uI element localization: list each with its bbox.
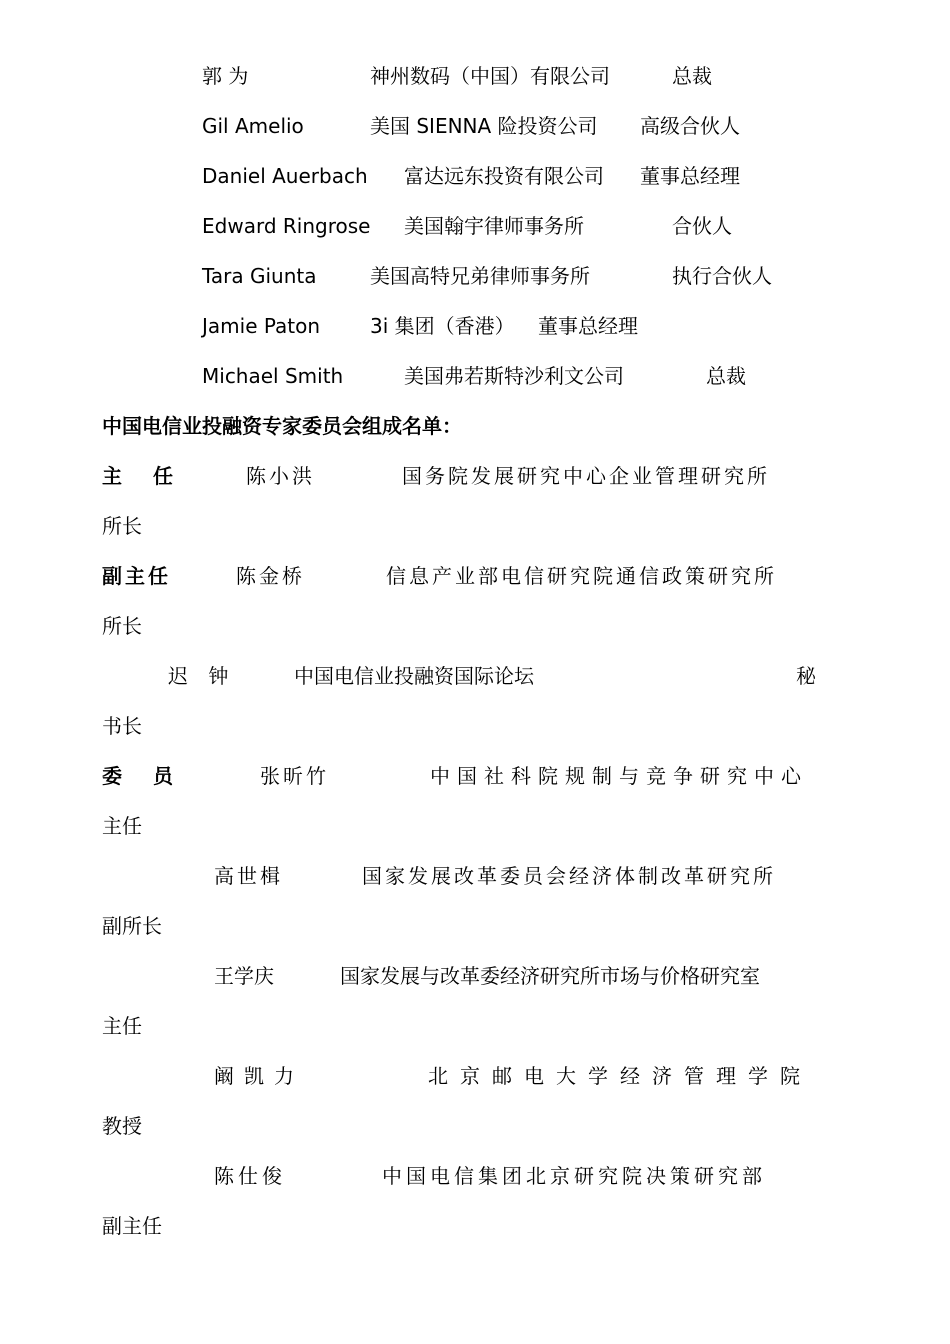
member-org: 北京邮电大学经济管理学院 — [428, 1064, 812, 1088]
advisor-name: Edward Ringrose — [202, 214, 371, 238]
advisor-title: 董事总经理 — [640, 164, 740, 188]
member-org: 国家发展与改革委经济研究所市场与价格研究室 — [340, 964, 760, 988]
role-label: 委 员 — [102, 764, 185, 788]
member-name: 王学庆 — [214, 964, 274, 988]
advisor-org: 神州数码（中国）有限公司 — [370, 64, 610, 88]
member-title: 主任 — [102, 1014, 142, 1038]
advisor-title: 董事总经理 — [538, 314, 638, 338]
role-label: 副主任 — [102, 564, 171, 588]
member-org: 中国社科院规制与竞争研究中心 — [430, 764, 808, 788]
advisor-org: 美国高特兄弟律师事务所 — [370, 264, 590, 288]
member-name: 张昕竹 — [260, 764, 329, 788]
member-name: 高世楫 — [214, 864, 283, 888]
member-title: 教授 — [102, 1114, 142, 1138]
advisor-title: 总裁 — [706, 364, 746, 388]
advisor-org: 美国 SIENNA 险投资公司 — [370, 114, 598, 138]
member-name: 迟 钟 — [168, 664, 236, 688]
member-name: 陈小洪 — [246, 464, 315, 488]
advisor-name: Gil Amelio — [202, 114, 304, 138]
member-org: 信息产业部电信研究院通信政策研究所 — [386, 564, 777, 588]
member-title: 所长 — [102, 514, 142, 538]
advisor-org: 3i 集团（香港） — [370, 314, 515, 338]
advisor-name: Michael Smith — [202, 364, 344, 388]
advisor-org: 美国弗若斯特沙利文公司 — [404, 364, 624, 388]
member-title: 副所长 — [102, 914, 162, 938]
role-label: 主 任 — [102, 464, 185, 488]
member-name: 陈仕俊 — [214, 1164, 286, 1188]
advisor-title: 合伙人 — [672, 214, 732, 238]
member-name: 阚凯力 — [214, 1064, 304, 1088]
advisor-name: Daniel Auerbach — [202, 164, 368, 188]
member-title: 书长 — [102, 714, 142, 738]
member-title: 所长 — [102, 614, 142, 638]
advisor-name: Tara Giunta — [202, 264, 317, 288]
member-org: 国家发展改革委员会经济体制改革研究所 — [362, 864, 776, 888]
advisor-title: 总裁 — [672, 64, 712, 88]
member-title: 主任 — [102, 814, 142, 838]
member-title: 副主任 — [102, 1214, 162, 1238]
member-org: 中国电信集团北京研究院决策研究部 — [382, 1164, 766, 1188]
advisor-org: 美国翰宇律师事务所 — [404, 214, 584, 238]
committee-heading: 中国电信业投融资专家委员会组成名单： — [102, 414, 462, 438]
advisor-title: 执行合伙人 — [672, 264, 772, 288]
member-title: 秘 — [796, 664, 816, 688]
member-name: 陈金桥 — [236, 564, 305, 588]
advisor-name: 郭 为 — [202, 64, 249, 88]
advisor-org: 富达远东投资有限公司 — [404, 164, 604, 188]
member-org: 中国电信业投融资国际论坛 — [294, 664, 534, 688]
member-org: 国务院发展研究中心企业管理研究所 — [402, 464, 770, 488]
advisor-title: 高级合伙人 — [640, 114, 740, 138]
advisor-name: Jamie Paton — [202, 314, 321, 338]
